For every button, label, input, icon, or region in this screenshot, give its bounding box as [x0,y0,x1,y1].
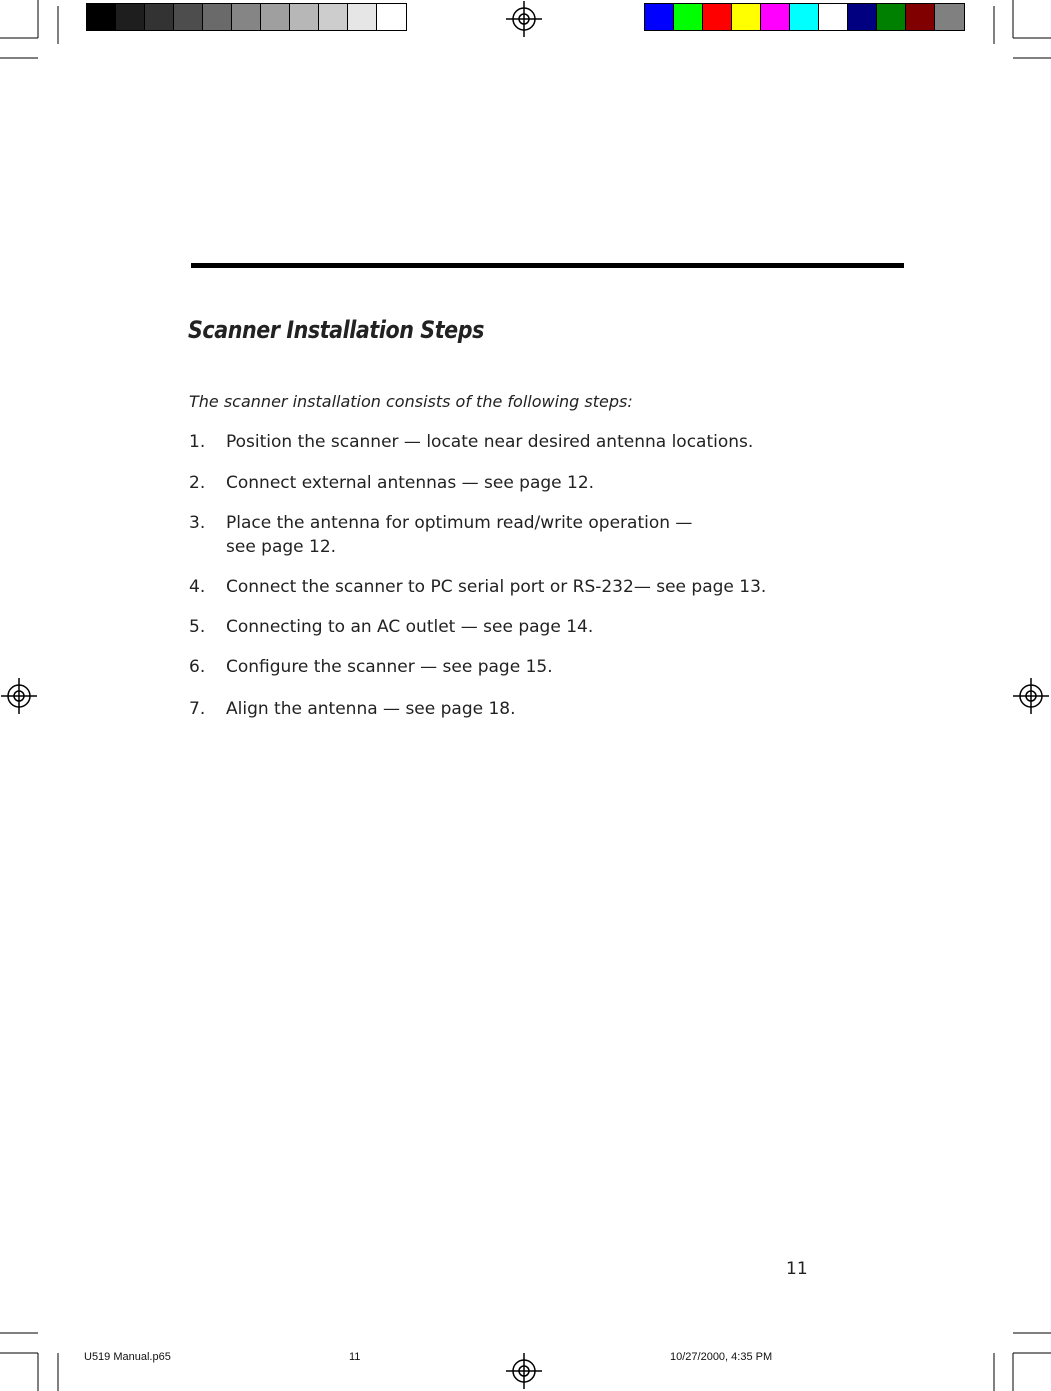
calibration-swatch [906,4,935,30]
calibration-swatch [261,4,290,30]
step-text: Connect the scanner to PC serial port or RS-232— see page 13. [226,577,767,597]
calibration-swatch [703,4,732,30]
calibration-swatch [290,4,319,30]
list-item [189,697,516,721]
list-item [189,615,593,639]
step-text-continuation: see page 12. [226,537,337,557]
list-item [189,655,553,679]
step-number: 2. [189,473,206,493]
step-number: 7. [189,699,206,719]
page-number: 11 [786,1259,808,1279]
step-text: Align the antenna — see page 18. [226,699,516,719]
calibration-swatch [174,4,203,30]
list-item [189,430,753,454]
slug-filename: U519 Manual.p65 [84,1351,171,1363]
page-title: Scanner Installation Steps [188,316,484,344]
calibration-swatch [348,4,377,30]
step-text: Position the scanner — locate near desired antenna locations. [226,432,754,452]
calibration-swatch [645,4,674,30]
calibration-swatch [203,4,232,30]
step-number: 4. [189,577,206,597]
slug-page: 11 [349,1351,361,1363]
step-number: 5. [189,617,206,637]
calibration-swatch [790,4,819,30]
registration-target-icon [1013,678,1049,714]
calibration-swatch [232,4,261,30]
calibration-swatch [145,4,174,30]
calibration-swatch [877,4,906,30]
calibration-swatch [848,4,877,30]
step-text: Configure the scanner — see page 15. [226,657,553,677]
calibration-swatch [761,4,790,30]
step-number: 1. [189,432,206,452]
gray-calibration-bar [86,3,407,31]
calibration-swatch [377,4,406,30]
step-text: Connecting to an AC outlet — see page 14. [226,617,594,637]
registration-target-icon [506,1353,542,1389]
list-item [189,511,692,559]
header-rule [191,263,904,268]
calibration-swatch [87,4,116,30]
calibration-swatch [674,4,703,30]
list-item [189,471,594,495]
registration-target-icon [506,1,542,37]
list-item [189,575,766,599]
step-number: 6. [189,657,206,677]
calibration-swatch [319,4,348,30]
calibration-swatch [935,4,964,30]
calibration-swatch [116,4,145,30]
calibration-swatch [819,4,848,30]
intro-text: The scanner installation consists of the following steps: [189,392,633,411]
calibration-swatch [732,4,761,30]
color-calibration-bar [644,3,965,31]
step-text: Place the antenna for optimum read/write operation — [226,513,693,533]
registration-target-icon [1,678,37,714]
slug-datetime: 10/27/2000, 4:35 PM [670,1351,773,1363]
step-text: Connect external antennas — see page 12. [226,473,595,493]
step-number: 3. [189,513,206,533]
